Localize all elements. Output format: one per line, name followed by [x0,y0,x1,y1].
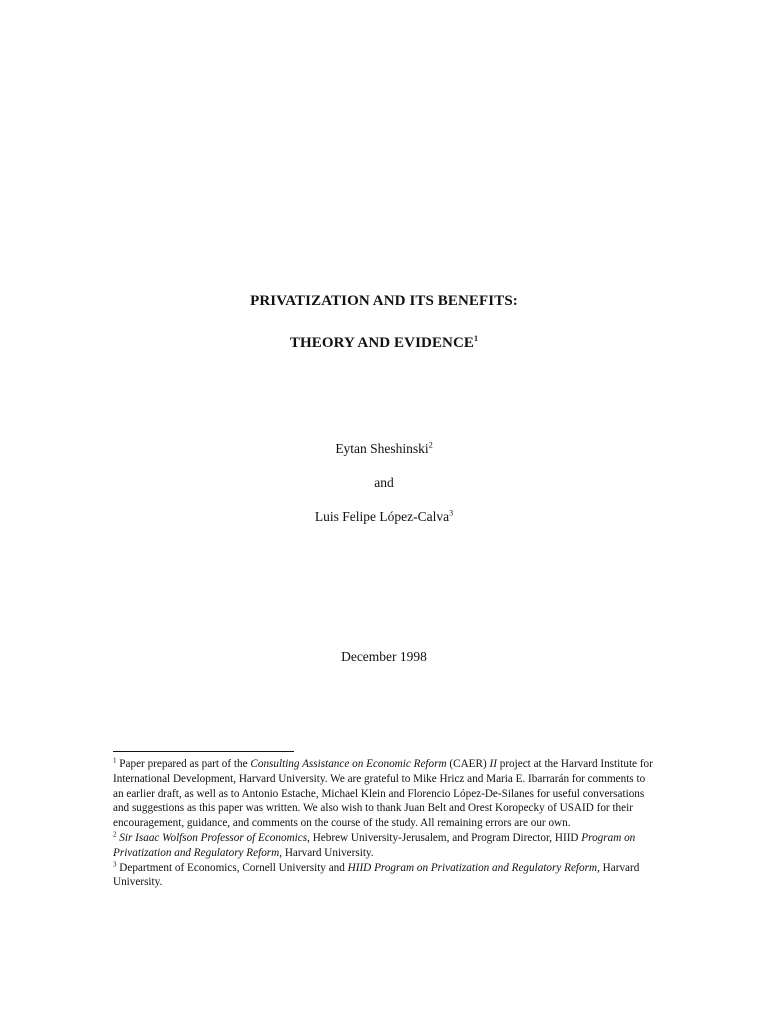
paper-title-line-2 [0,335,768,352]
author-1-footnote-mark: 2 [428,440,433,450]
footnote-2-text-b: Sir Isaac Wolfson Professor of Economics [119,831,308,844]
author-2-footnote-mark: 3 [449,508,454,518]
author-1 [0,441,768,457]
author-2 [0,509,768,525]
date-text: December 1998 [341,649,427,664]
footnote-3 [113,861,658,891]
footnote-3-text-a: Department of Economics, Cornell University and [116,861,348,874]
paper-title-line-1 [0,293,768,310]
conjunction-text: and [374,475,394,490]
author-conjunction [0,475,768,491]
footnote-1-mark: 1 [113,756,117,765]
paper-date [0,649,768,665]
footnote-1-text-d: II [489,758,497,770]
title-line-1-text: PRIVATIZATION AND ITS BENEFITS: [250,293,518,309]
author-1-name: Eytan Sheshinski [335,441,429,456]
footnote-1-text-a: Paper prepared as part of the [116,758,251,770]
footnote-2-text-c: , Hebrew University-Jerusalem, and Program Director, HIID [307,831,582,844]
author-2-name: Luis Felipe López-Calva [314,509,450,524]
footnote-2 [113,831,658,861]
footnote-1-text-e: project at the Harvard Institute for International Development, Harvard University. We are grateful to Mike Hricz and Maria E. Ibarrarán for comments to an earlier draft, as well as to Antonio Estache, Michael Klein and Florencio López-De-Silanes for useful conversations and suggestions as this paper was written. We also wish to thank Juan Belt and Orest Koropecky of USAID for their encouragement, guidance, and comments on the course of the study. All remaining errors are our own. [113,758,653,830]
footnote-1-text-b: Consulting Assistance on Economic Reform [250,758,447,770]
title-footnote-mark: 1 [474,334,479,343]
footnote-2-text-e: , Harvard University. [279,846,374,859]
footnote-3-text-c: , Harvard University. [113,861,640,889]
footnote-2-mark: 2 [113,830,117,839]
footnote-3-text-b: HIID Program on Privatization and Regulatory Reform [347,861,598,874]
title-line-2-text: THEORY AND EVIDENCE [289,335,475,351]
footnote-2-text-d: Program on Privatization and Regulatory Reform [113,831,636,859]
footnote-separator [113,751,294,752]
footnote-3-mark: 3 [113,859,117,868]
footnotes [113,757,658,890]
footnote-1 [113,757,658,831]
footnote-1-text-c: (CAER) [446,758,490,770]
